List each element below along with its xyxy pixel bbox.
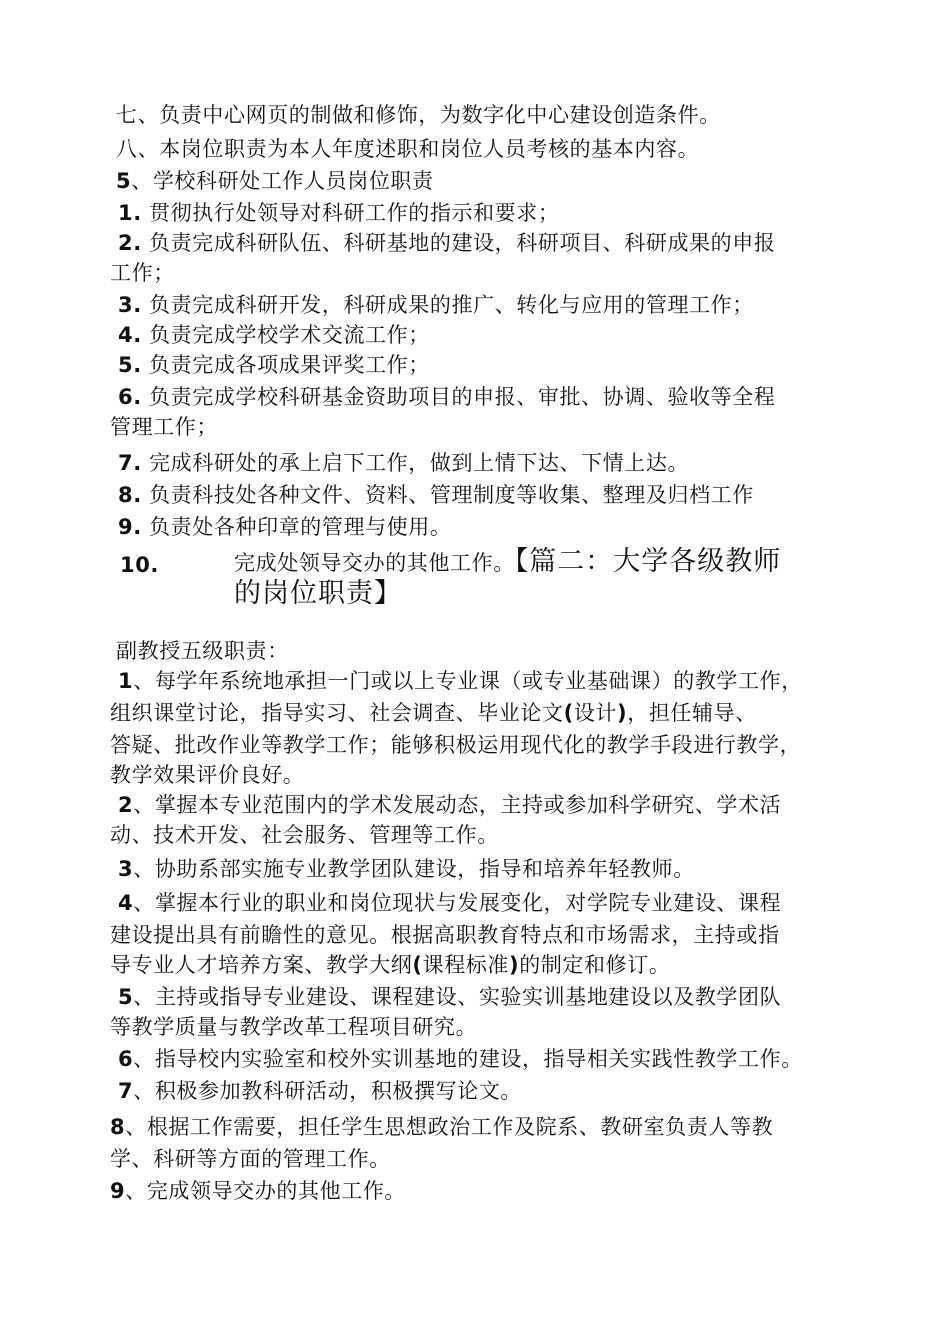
item-continuation: 建设提出具有前瞻性的意见。根据高职教育特点和市场需求，主持或指 [110, 923, 780, 947]
list-item [118, 512, 451, 542]
text-line: 八、本岗位职责为本人年度述职和岗位人员考核的基本内容。 [116, 137, 700, 161]
item-text: 、主持或指导专业建设、课程建设、实验实训基地建设以及教学团队 [133, 985, 782, 1009]
item-text: 完成处领导交办的其他工作。 [234, 551, 515, 575]
item-number: 6 [118, 1047, 134, 1071]
item-continuation: 管理工作； [110, 415, 218, 439]
item-number: 4 [118, 891, 134, 915]
item-text: 负责完成各项成果评奖工作； [149, 353, 430, 377]
list-item [118, 1044, 803, 1074]
paren: ( [412, 953, 423, 977]
chapter-heading: 【篇二：大学各级教师 [514, 546, 782, 577]
subsection-title: 副教授五级职责： [116, 639, 289, 663]
item-continuation: 学、科研等方面的管理工作。 [110, 1147, 391, 1171]
list-item [110, 1112, 773, 1142]
list-item [234, 546, 781, 578]
item-text: 负责完成科研开发，科研成果的推广、转化与应用的管理工作； [149, 293, 754, 317]
list-item [118, 228, 775, 258]
paren: ) [617, 701, 628, 725]
list-item [118, 198, 559, 228]
item-number: 9. [118, 515, 142, 539]
item-text: 、掌握本专业范围内的学术发展动态，主持或参加科学研究、学术活 [133, 793, 782, 817]
item-text: 导专业人才培养方案、教学大纲 [110, 953, 413, 977]
item-text: 、协助系部实施专业教学团队建设，指导和培养年轻教师。 [133, 857, 695, 881]
item-text: 负责科技处各种文件、资料、管理制度等收集、整理及归档工作 [149, 483, 754, 507]
item-text: 、完成领导交办的其他工作。 [125, 1179, 407, 1203]
item-number: 4. [118, 323, 142, 347]
item-text: 负责处各种印章的管理与使用。 [149, 515, 452, 539]
item-number: 10. [120, 553, 160, 577]
item-continuation: 动、技术开发、社会服务、管理等工作。 [110, 823, 499, 847]
item-number: 2 [118, 793, 134, 817]
item-text: 完成科研处的承上启下工作，做到上情下达、下情上达。 [149, 451, 690, 475]
section-title: 、学校科研处工作人员岗位职责 [131, 169, 434, 193]
item-continuation [110, 950, 670, 980]
item-number: 1. [118, 201, 142, 225]
item-continuation: 教学效果评价良好。 [110, 763, 305, 787]
list-item [118, 854, 695, 884]
section-heading [116, 166, 434, 196]
item-number: 3 [118, 857, 134, 881]
item-text: 负责完成科研队伍、科研基地的建设，科研项目、科研成果的申报 [149, 231, 776, 255]
text-line: 七、负责中心网页的制做和修饰，为数字化中心建设创造条件。 [116, 103, 721, 127]
item-number: 5 [118, 985, 134, 1009]
item-number: 8 [110, 1115, 126, 1139]
item-number: 9 [110, 1179, 126, 1203]
item-text: 、掌握本行业的职业和岗位现状与发展变化，对学院专业建设、课程 [133, 891, 782, 915]
item-number: 8. [118, 483, 142, 507]
list-item [118, 480, 754, 510]
list-item [118, 666, 803, 696]
section-number: 5 [116, 169, 132, 193]
item-text: 、指导校内实验室和校外实训基地的建设，指导相关实践性教学工作。 [133, 1047, 803, 1071]
list-item [118, 320, 430, 350]
item-number: 6. [118, 385, 142, 409]
list-item [118, 382, 775, 412]
item-text: 课程标准 [422, 953, 510, 977]
list-item [118, 448, 689, 478]
item-text: ，担任辅导、 [627, 701, 757, 725]
chapter-heading-cont: 的岗位职责】 [234, 578, 402, 609]
list-item [118, 350, 430, 380]
item-text: 的制定和修订。 [519, 953, 671, 977]
item-number: 2. [118, 231, 142, 255]
list-item [118, 290, 754, 320]
item-number: 3. [118, 293, 142, 317]
item-number: 5. [118, 353, 142, 377]
item-text: 组织课堂讨论，指导实习、社会调查、毕业论文 [110, 701, 564, 725]
item-continuation [110, 698, 757, 728]
list-item [118, 790, 781, 820]
list-item [118, 982, 781, 1012]
item-continuation: 答疑、批改作业等教学工作；能够积极运用现代化的教学手段进行教学， [110, 733, 802, 757]
item-text: 设计 [573, 701, 618, 725]
item-continuation: 等教学质量与教学改革工程项目研究。 [110, 1015, 478, 1039]
paren: ) [509, 953, 520, 977]
item-text: 、每学年系统地承担一门或以上专业课（或专业基础课）的教学工作， [133, 669, 803, 693]
list-item [118, 888, 781, 918]
item-number: 7 [118, 1079, 134, 1103]
list-item [110, 1176, 406, 1206]
item-number: 7. [118, 451, 142, 475]
item-text: 负责完成学校学术交流工作； [149, 323, 430, 347]
item-text: 贯彻执行处领导对科研工作的指示和要求； [149, 201, 560, 225]
item-continuation: 工作； [110, 261, 175, 285]
paren: ( [563, 701, 574, 725]
item-number: 1 [118, 669, 134, 693]
item-text: 、积极参加教科研活动，积极撰写论文。 [133, 1079, 523, 1103]
item-text: 、根据工作需要，担任学生思想政治工作及院系、教研室负责人等教 [125, 1115, 774, 1139]
item-text: 负责完成学校科研基金资助项目的申报、审批、协调、验收等全程 [149, 385, 776, 409]
list-item [118, 1076, 522, 1106]
item-number-10 [120, 550, 159, 580]
